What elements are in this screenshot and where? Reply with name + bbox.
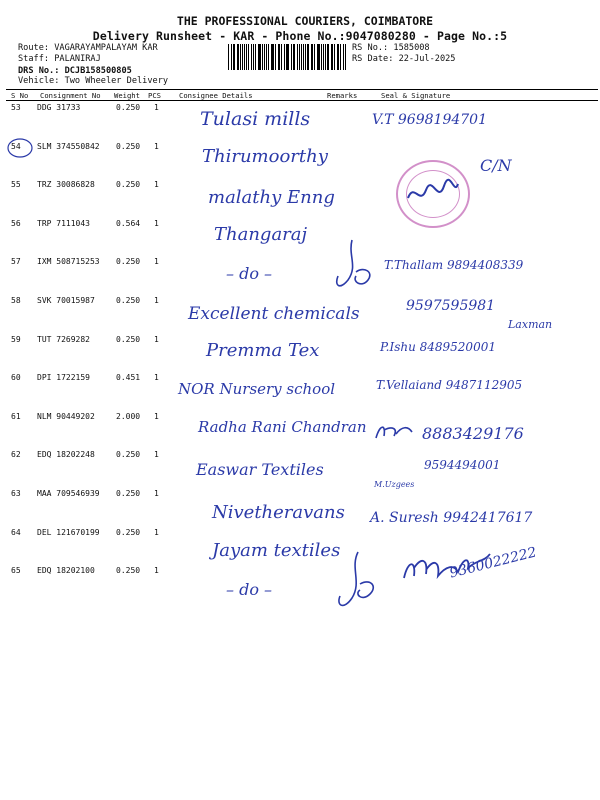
col-header-consignee: Consignee Details: [179, 91, 253, 100]
barcode-bar: [314, 44, 315, 70]
barcode: [228, 44, 346, 70]
row-56-sno: 56: [11, 218, 21, 228]
barcode-bar: [262, 44, 263, 70]
barcode-bar: [231, 44, 232, 70]
row-61-sno: 61: [11, 411, 21, 421]
company-name: THE PROFESSIONAL COURIERS, COIMBATORE: [176, 14, 434, 28]
seal-59-name: Laxman: [508, 318, 553, 331]
barcode-bar: [327, 44, 329, 70]
row-57-weight: 0.250: [116, 257, 141, 267]
row-53-sno: 53: [11, 103, 21, 112]
row-64-weight: 0.250: [116, 527, 141, 537]
row-62-weight: 0.250: [116, 450, 141, 460]
row-61-consignment: NLM 90449202: [37, 411, 95, 421]
barcode-bar: [271, 44, 272, 70]
barcode-bar: [337, 44, 338, 70]
row-54-weight: 0.250: [116, 141, 141, 151]
barcode-bar: [340, 44, 341, 70]
row-65-sno: 65: [11, 566, 21, 576]
barcode-bar: [233, 44, 234, 70]
barcode-bar: [303, 44, 304, 70]
consignee-63: Nivetheravans: [212, 502, 345, 523]
consignee-54: Thirumoorthy: [202, 146, 328, 167]
signature-55: [404, 176, 460, 210]
row-64-pcs: 1: [154, 527, 159, 537]
row-63-weight: 0.250: [116, 489, 141, 498]
signature-57: [330, 236, 378, 296]
seal-58: 9597595981: [406, 298, 496, 314]
barcode-bar: [278, 44, 279, 70]
barcode-bar: [307, 44, 309, 70]
barcode-bar: [228, 44, 229, 70]
rs-date: RS Date: 22-Jul-2025: [352, 54, 456, 64]
row-55-weight: 0.250: [116, 180, 141, 190]
row-55-sno: 55: [11, 180, 21, 190]
barcode-bar: [325, 44, 326, 70]
seal-61: 8883429176: [422, 424, 524, 443]
row-60-sno: 60: [11, 373, 21, 383]
barcode-bar: [284, 44, 285, 70]
consignee-59: Premma Tex: [206, 340, 320, 361]
seal-57: T.Thallam 9894408339: [384, 258, 524, 272]
consignee-61: Radha Rani Chandran: [198, 418, 367, 436]
row-59-weight: 0.250: [116, 334, 141, 344]
row-63-pcs: 1: [154, 489, 159, 498]
row-65-pcs: 1: [154, 566, 159, 576]
col-header-remarks: Remarks: [327, 91, 358, 100]
barcode-bar: [251, 44, 252, 70]
barcode-bar: [334, 44, 335, 70]
vehicle-label: Vehicle: Two Wheeler Delivery: [18, 76, 169, 86]
signature-61: [372, 420, 416, 444]
seal-65: 9360022222: [448, 544, 539, 582]
barcode-bar: [317, 44, 318, 70]
row-57-pcs: 1: [154, 257, 159, 267]
row-64-consignment: DEL 121670199: [37, 527, 100, 537]
runsheet-title: Delivery Runsheet - KAR - Phone No.:9047080280 - Page No.:5: [92, 29, 508, 43]
consignee-60: NOR Nursery school: [178, 380, 336, 398]
barcode-bar: [240, 44, 241, 70]
consignee-62: Easwar Textiles: [196, 460, 324, 479]
barcode-bar: [343, 44, 344, 70]
staff-label: Staff: PALANIRAJ: [18, 54, 101, 64]
col-header-pcs: PCS: [148, 91, 161, 100]
col-header-seal: Seal & Signature: [381, 91, 451, 100]
consignee-64: Jayam textiles: [212, 540, 341, 561]
row-58-pcs: 1: [154, 296, 159, 305]
seal-62-note: M.Uzgees: [374, 480, 415, 489]
barcode-bar: [242, 44, 243, 70]
row-54-pcs: 1: [154, 141, 159, 151]
row-55-consignment: TRZ 30086828: [37, 180, 95, 190]
table-top-rule: [6, 89, 598, 90]
row-58-consignment: SVK 70015987: [37, 296, 95, 305]
row-61-weight: 2.000: [116, 411, 141, 421]
row-53-weight: 0.250: [116, 103, 141, 112]
barcode-bar: [312, 44, 313, 70]
consignee-58: Excellent chemicals: [188, 304, 360, 324]
barcode-bar: [266, 44, 267, 70]
col-header-sno: S No: [11, 91, 29, 100]
barcode-bar: [279, 44, 280, 70]
row-60-pcs: 1: [154, 373, 159, 383]
row-65-weight: 0.250: [116, 566, 141, 576]
row-54-consignment: SLM 374550842: [37, 141, 100, 151]
barcode-bar: [268, 44, 269, 70]
barcode-bar: [264, 44, 265, 70]
row-53-pcs: 1: [154, 103, 159, 112]
barcode-bar: [275, 44, 276, 70]
row-62-consignment: EDQ 18202248: [37, 450, 95, 460]
row-60-consignment: DPI 1722159: [37, 373, 90, 383]
signature-64-65: [330, 548, 380, 618]
row-59-pcs: 1: [154, 334, 159, 344]
col-header-consignment: Consignment No: [40, 91, 101, 100]
route-label: Route: VAGARAYAMPALAYAM KAR: [18, 43, 158, 53]
row-63-sno: 63: [11, 489, 21, 498]
seal-54: C/N: [480, 156, 512, 175]
row-60-weight: 0.451: [116, 373, 141, 383]
row-57-sno: 57: [11, 257, 21, 267]
barcode-bar: [286, 44, 287, 70]
consignee-53: Tulasi mills: [200, 108, 311, 130]
col-header-weight: Weight: [114, 91, 140, 100]
barcode-bar: [255, 44, 256, 70]
barcode-bar: [338, 44, 339, 70]
consignee-57: – do –: [226, 264, 273, 283]
barcode-bar: [301, 44, 302, 70]
rs-number: RS No.: 1585008: [352, 43, 430, 53]
row-61-pcs: 1: [154, 411, 159, 421]
table-header-rule: [6, 100, 598, 101]
barcode-bar: [291, 44, 292, 70]
row-65-consignment: EDQ 18202100: [37, 566, 95, 576]
row-54-sno: 54: [11, 141, 21, 151]
row-62-sno: 62: [11, 450, 21, 460]
barcode-bar: [259, 44, 260, 70]
barcode-bar: [253, 44, 255, 70]
row-56-weight: 0.564: [116, 218, 141, 228]
seal-60: T.Vellaiand 9487112905: [376, 378, 523, 392]
barcode-bar: [331, 44, 332, 70]
row-63-consignment: MAA 709546939: [37, 489, 100, 498]
barcode-bar: [297, 44, 298, 70]
barcode-bar: [294, 44, 295, 70]
barcode-bar: [305, 44, 306, 70]
barcode-bar: [248, 44, 249, 70]
row-58-weight: 0.250: [116, 296, 141, 305]
barcode-bar: [234, 44, 235, 70]
row-56-pcs: 1: [154, 218, 159, 228]
barcode-bar: [345, 44, 346, 70]
barcode-bar: [323, 44, 324, 70]
row-59-consignment: TUT 7269282: [37, 334, 90, 344]
barcode-bar: [321, 44, 322, 70]
row-57-consignment: IXM 508715253: [37, 257, 100, 267]
barcode-bar: [311, 44, 312, 70]
row-62-pcs: 1: [154, 450, 159, 460]
seal-63: A. Suresh 9942417617: [370, 510, 533, 526]
barcode-bar: [293, 44, 294, 70]
seal-53: V.T 9698194701: [372, 112, 487, 128]
drs-number: DRS No.: DCJB158500805: [18, 66, 132, 76]
consignee-56: Thangaraj: [214, 224, 308, 245]
seal-59: P.Ishu 8489520001: [380, 340, 496, 354]
consignee-55: malathy Enng: [208, 187, 335, 208]
row-53-consignment: DDG 31733: [37, 103, 81, 112]
row-54-circle-mark: [6, 137, 34, 159]
row-64-sno: 64: [11, 527, 21, 537]
row-59-sno: 59: [11, 334, 21, 344]
barcode-bar: [332, 44, 333, 70]
barcode-bar: [318, 44, 319, 70]
consignee-65: – do –: [226, 580, 273, 599]
barcode-bar: [299, 44, 300, 70]
barcode-bar: [244, 44, 245, 70]
row-58-sno: 58: [11, 296, 21, 305]
row-56-consignment: TRP 7111043: [37, 218, 90, 228]
barcode-bar: [287, 44, 289, 70]
seal-62: 9594494001: [424, 458, 501, 472]
row-55-pcs: 1: [154, 180, 159, 190]
barcode-bar: [237, 44, 239, 70]
barcode-bar: [272, 44, 274, 70]
barcode-bar: [281, 44, 282, 70]
barcode-bar: [258, 44, 259, 70]
barcode-bar: [246, 44, 247, 70]
